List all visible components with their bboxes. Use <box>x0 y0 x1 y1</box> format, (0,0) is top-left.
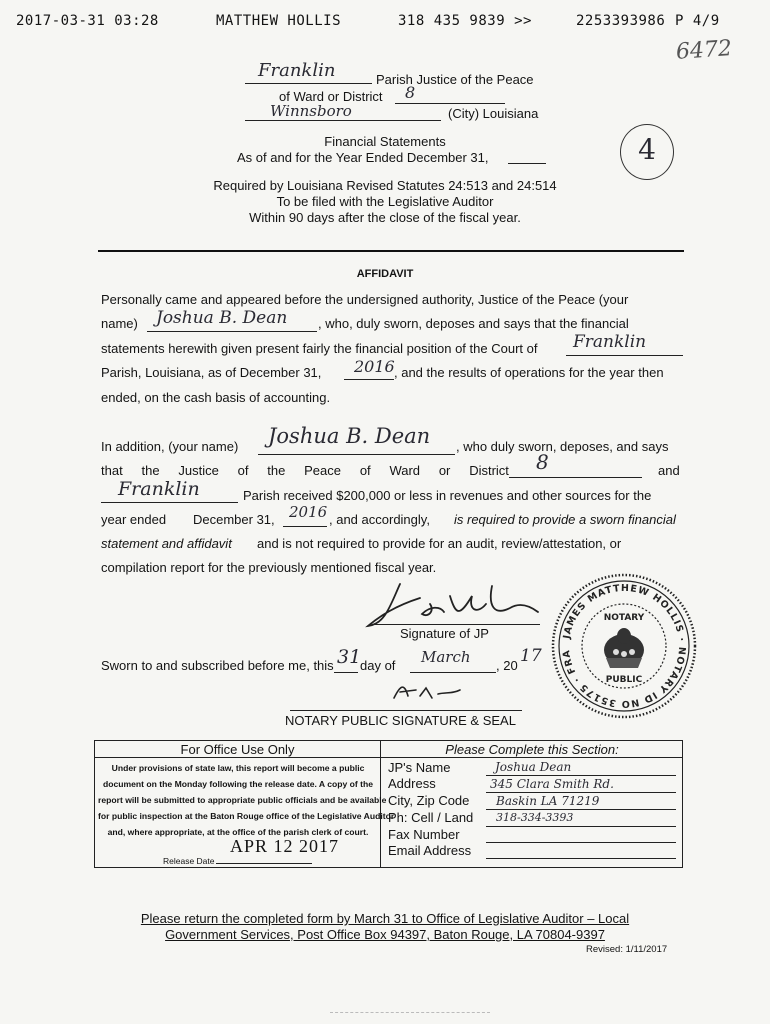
city-label: (City) Louisiana <box>448 106 539 121</box>
address-label: Address <box>388 776 436 791</box>
affidavit-p1-line4b: , and the results of operations for the year then <box>394 365 664 380</box>
ward-label: of Ward or District <box>279 89 383 104</box>
affidavit-p2-line6: compilation report for the previously mentioned fiscal year. <box>101 560 437 575</box>
parish-label: Parish Justice of the Peace <box>376 72 534 87</box>
affidavit-p2-parish-value: Franklin <box>118 478 200 500</box>
notary-label: NOTARY PUBLIC SIGNATURE & SEAL <box>285 713 516 728</box>
handwritten-corner-number: 6472 <box>675 36 733 65</box>
affidavit-p2-line1a: In addition, (your name) <box>101 439 239 454</box>
fax-number-underline <box>486 842 676 843</box>
sworn-day-underline <box>334 672 358 673</box>
city-zip-value: Baskin LA 71219 <box>496 794 600 808</box>
affidavit-p2-line4c: , and accordingly, <box>329 512 430 527</box>
scan-artifact <box>330 1012 490 1013</box>
sworn-text-a: Sworn to and subscribed before me, this <box>101 658 334 673</box>
notary-signature <box>386 676 466 706</box>
seal-top-text: NOTARY <box>603 613 645 623</box>
fax-receiver: 2253393986 <box>576 13 666 29</box>
footer-line-1: Please return the completed form by March 31 to Office of Legislative Auditor – Local <box>140 911 630 926</box>
ward-underline <box>395 103 505 104</box>
affidavit-p1-line1: Personally came and appeared before the undersigned authority, Justice of the Peace (your <box>101 292 629 307</box>
seal-bottom-text: PUBLIC <box>605 675 643 685</box>
notary-seal <box>550 572 698 720</box>
affidavit-p1-line3: statements herewith given present fairly the financial position of the Court of <box>101 341 538 356</box>
ward-value: 8 <box>405 83 416 102</box>
release-date-label: Release Date <box>163 856 215 866</box>
revised-date: Revised: 1/11/2017 <box>586 944 668 955</box>
address-value: 345 Clara Smith Rd. <box>490 777 614 791</box>
office-notice: Under provisions of state law, this report will become a public document on the Monday following the release date. A copy of the report will be submitted to appropriate public officials and be available for public inspection at the Baton Rouge office of the Legislative Auditor and, where appropriate, at the office of the parish clerk of court. <box>98 763 395 837</box>
affidavit-p2-line4b: December 31, <box>193 512 275 527</box>
release-date-underline <box>216 863 312 864</box>
title-financial-statements: Financial Statements <box>324 134 446 149</box>
affidavit-p2-and: and <box>658 463 680 478</box>
affidavit-p2-year-underline <box>283 526 327 527</box>
year-underline <box>508 163 546 164</box>
requirement-line-1: Required by Louisiana Revised Statutes 24:513 and 24:514 <box>213 178 557 193</box>
requirement-line-3: Within 90 days after the close of the fiscal year. <box>249 210 521 225</box>
affidavit-name-value: Joshua B. Dean <box>156 308 288 328</box>
title-year-ended: As of and for the Year Ended December 31, <box>237 150 489 165</box>
city-zip-label: City, Zip Code <box>388 793 470 808</box>
sworn-text-b: day of <box>360 658 396 673</box>
sworn-year-prefix: , 20 <box>496 658 518 673</box>
city-value: Winnsboro <box>270 102 352 120</box>
affidavit-p1-line2: , who, duly sworn, deposes and says that the financial <box>318 316 629 331</box>
seal-ring-text: JAMES MATTHEW HOLLIS · NOTARY ID NO 35175 · FRA <box>560 582 688 710</box>
affidavit-court-value: Franklin <box>573 332 647 352</box>
office-use-heading: For Office Use Only <box>180 742 295 757</box>
affidavit-name-underline <box>147 331 317 332</box>
affidavit-heading: AFFIDAVIT <box>356 268 414 280</box>
sworn-month-underline <box>410 672 496 673</box>
pelican-emblem <box>604 628 644 668</box>
header-divider <box>98 250 684 252</box>
notary-underline <box>290 710 522 711</box>
fax-page-number: P 4/9 <box>675 13 720 29</box>
affidavit-p2-line1b: , who duly sworn, deposes, and says <box>456 439 669 454</box>
circled-number: 4 <box>620 124 674 180</box>
fax-sender: MATTHEW HOLLIS <box>216 13 342 29</box>
affidavit-p2-line5b: and is not required to provide for an audit, review/attestation, or <box>257 536 622 551</box>
jp-name-label: JP's Name <box>388 760 451 775</box>
affidavit-p2-district-underline <box>509 477 642 478</box>
requirement-line-2: To be filed with the Legislative Auditor <box>276 194 494 209</box>
fax-number-label: Fax Number <box>388 827 460 842</box>
affidavit-p2-line4a: year ended <box>101 512 167 527</box>
complete-section-heading: Please Complete this Section: <box>445 742 619 757</box>
affidavit-year-underline <box>344 379 394 380</box>
city-zip-underline <box>486 809 676 810</box>
affidavit-p2-parish-underline <box>101 502 238 503</box>
affidavit-p2-line3: Parish received $200,000 or less in revenues and other sources for the <box>243 488 652 503</box>
affidavit-name-label: name) <box>101 316 138 331</box>
jp-name-value: Joshua Dean <box>495 760 572 774</box>
affidavit-p2-year-value: 2016 <box>289 503 328 521</box>
parish-value: Franklin <box>258 60 336 81</box>
affidavit-p2-name-value: Joshua B. Dean <box>268 424 431 448</box>
fax-phone: 318 435 9839 >> <box>398 13 532 29</box>
jp-name-underline <box>486 775 676 776</box>
address-underline <box>486 792 676 793</box>
phone-label: Ph: Cell / Land <box>388 810 474 825</box>
jp-signature-underline <box>372 624 540 625</box>
release-date-stamp: APR 12 2017 <box>230 836 340 856</box>
affidavit-p2-name-underline <box>258 454 455 455</box>
affidavit-year-value: 2016 <box>354 357 395 376</box>
jp-signature-label: Signature of JP <box>400 626 489 641</box>
sworn-day-value: 31 <box>337 646 362 668</box>
sworn-year-value: 17 <box>520 646 542 666</box>
email-underline <box>486 858 676 859</box>
fax-timestamp: 2017-03-31 03:28 <box>16 13 159 29</box>
phone-value: 318-334-3393 <box>496 811 574 824</box>
notary-seal-graphic <box>550 572 698 720</box>
email-label: Email Address <box>388 843 472 858</box>
affidavit-p2-line4d: is required to provide a sworn financial <box>454 512 676 527</box>
affidavit-court-underline <box>566 355 683 356</box>
sworn-month-value: March <box>421 648 471 666</box>
affidavit-p2-district-value: 8 <box>536 450 549 474</box>
affidavit-p1-line4a: Parish, Louisiana, as of December 31, <box>101 365 322 380</box>
affidavit-p1-line5: ended, on the cash basis of accounting. <box>101 390 331 405</box>
affidavit-p2-line2: that the Justice of the Peace of Ward or District <box>101 463 509 478</box>
phone-underline <box>486 826 676 827</box>
office-box-header-line <box>94 757 683 758</box>
footer-line-2: Government Services, Post Office Box 94397, Baton Rouge, LA 70804-9397 <box>165 927 605 942</box>
city-underline <box>245 120 441 121</box>
parish-underline <box>245 83 372 84</box>
affidavit-p2-line5a: statement and affidavit <box>101 536 232 551</box>
